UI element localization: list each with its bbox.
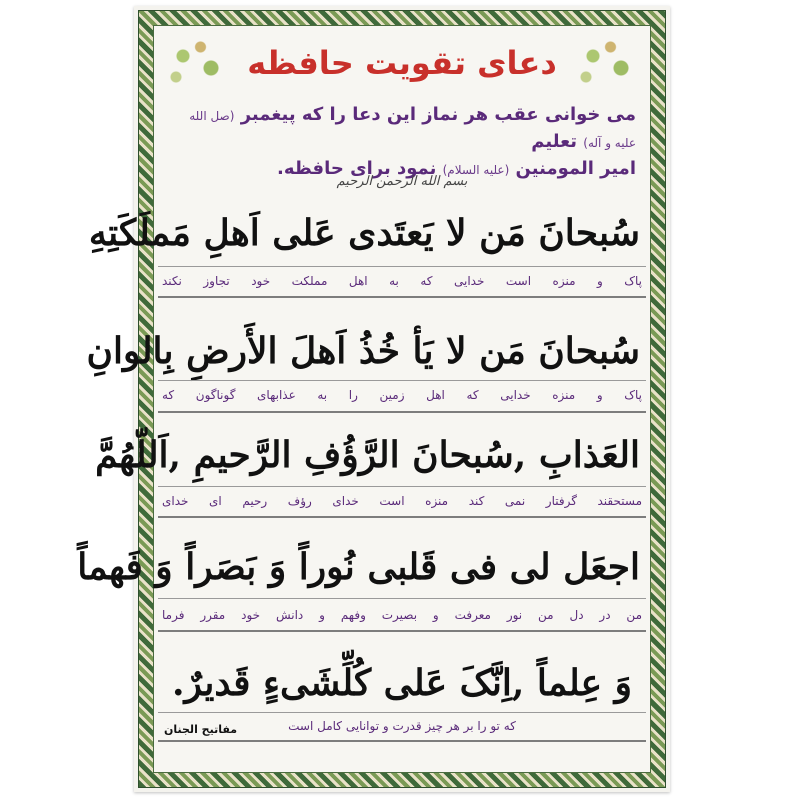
intro-line-2-text: امیر المومنین — [515, 158, 636, 179]
verse-translation-1: پاک و منزه است خدایی که به اهل مملکت خود تجاوز نکند — [162, 274, 642, 288]
divider — [158, 266, 646, 267]
verse-arabic-2: سُبحانَ مَن لا یَأ خُذُ اَهلَ الأَرضِ بِالوانِ — [86, 330, 640, 372]
verse-arabic-1: سُبحانَ مَن لا یَعتَدی عَلی اَهلِ مَملَکَتِهِ — [88, 212, 640, 254]
verse-arabic-3: العَذابِ ,سُبحانَ الرَّؤُفِ الرَّحیمِ ,اَللّهُمَّ — [95, 434, 640, 476]
page-title: دعای تقویت حافظه — [247, 44, 557, 82]
verse-arabic-5: وَ عِلماً ,اِنَّکَ عَلی کُلِّشَیءٍ قَدیرٌ. — [171, 662, 633, 704]
divider — [158, 712, 646, 713]
divider — [158, 486, 646, 487]
divider — [158, 630, 646, 632]
source-label: مفاتیح الجنان — [164, 723, 238, 736]
divider — [158, 380, 646, 381]
intro-line-1-end: تعلیم — [531, 131, 577, 152]
verse-translation-5: که تو را بر هر چیز قدرت و توانایی کامل است — [288, 719, 516, 733]
card-content — [77, 25, 651, 773]
verse-translation-4: من در دل من نور معرفت و بصیرت وفهم و دانش خود مقرر فرما — [162, 608, 642, 622]
verse-arabic-4: اجعَل لی فی قَلبی نُوراً وَ بَصَراً وَ فَهماً — [77, 546, 640, 588]
intro-line-1 — [168, 102, 636, 156]
intro-line-1-salutation: (صل الله علیه و آله) — [189, 109, 636, 150]
divider — [158, 296, 646, 298]
intro-line-2-end: نمود برای حافظه. — [277, 158, 437, 179]
prayer-card — [77, 6, 670, 792]
divider — [158, 598, 646, 599]
verse-translation-2: پاک و منزه خدایی که اهل زمین را به عذابهای گوناگون که — [162, 388, 642, 402]
bismillah-calligraphy: بسم الله الرحمن الرحیم — [336, 174, 468, 189]
intro-text — [168, 102, 636, 183]
intro-line-1-text: می خوانی عقب هر نماز این دعا را که پیغمبر — [240, 104, 636, 125]
divider — [158, 740, 646, 742]
divider — [158, 411, 646, 413]
ornamental-border — [77, 10, 666, 788]
intro-line-2-salutation: (علیه السلام) — [442, 163, 510, 177]
divider — [158, 516, 646, 518]
verse-translation-3: مستحقند گرفتار نمی کند منزه است خدای رؤف رحیم ای خدای — [162, 494, 642, 508]
